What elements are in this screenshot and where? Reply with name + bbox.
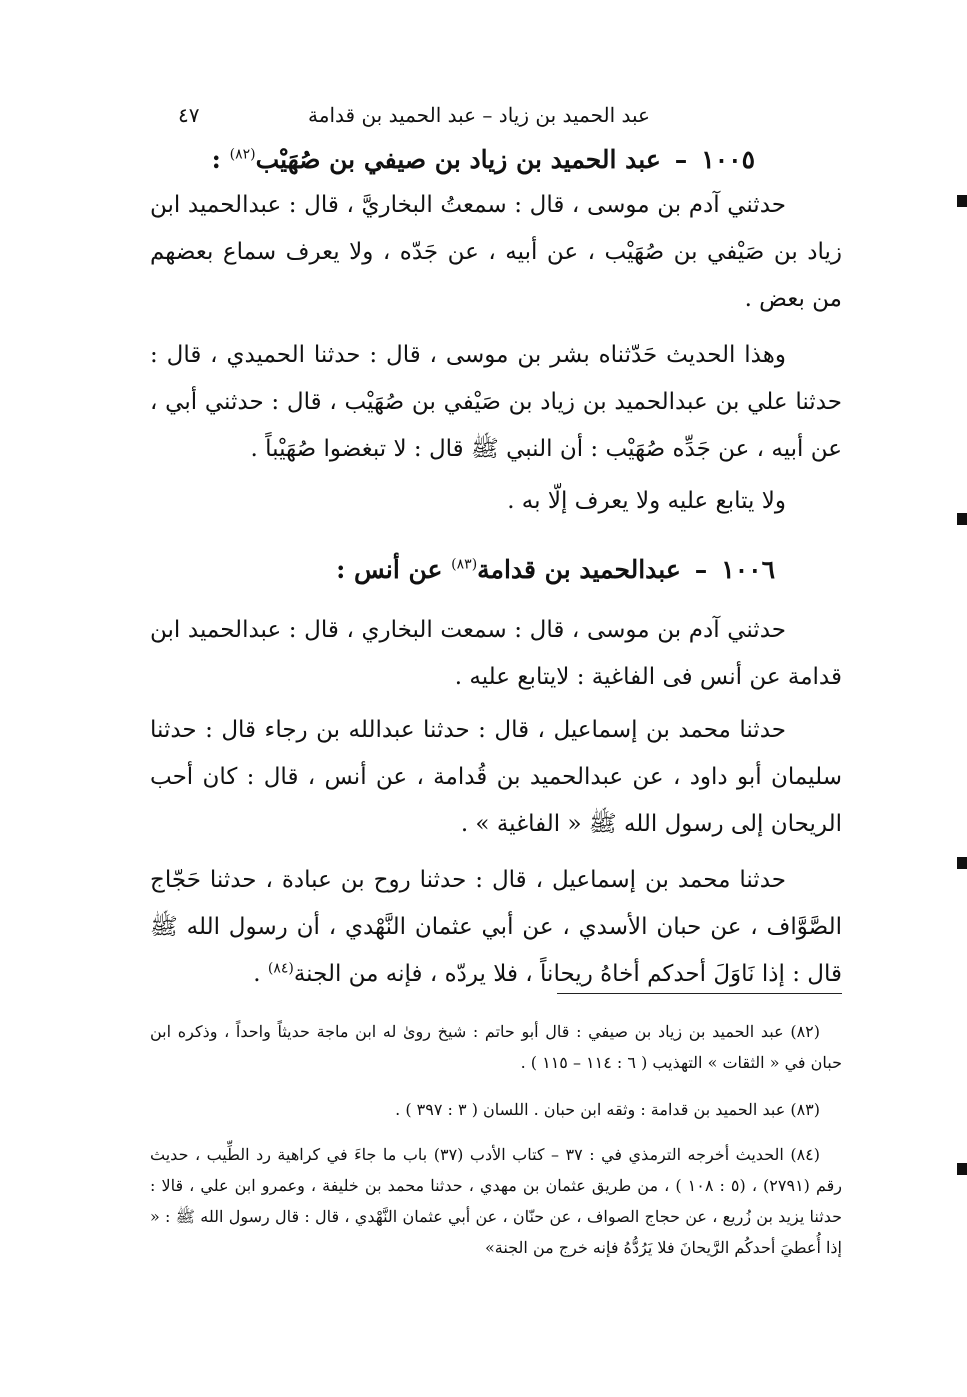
- scan-edge-mark: [957, 513, 967, 525]
- entry-name: عبدالحميد بن قدامة: [477, 555, 681, 584]
- entry-dash: –: [674, 145, 688, 174]
- scan-edge-mark: [957, 1163, 967, 1175]
- footnote-82: [150, 1016, 842, 1078]
- footnote-ref-82: (٨٢): [229, 146, 256, 163]
- entry-tail: عن أنس :: [336, 555, 443, 584]
- entry-dash: –: [694, 555, 708, 584]
- paragraph-6-end: .: [253, 961, 268, 987]
- paragraph-6: [150, 857, 842, 998]
- header-title: عبد الحميد بن زياد – عبد الحميد بن قدامة: [308, 103, 650, 127]
- entry-heading-1006: [336, 550, 775, 590]
- entry-name: عبد الحميد بن زياد بن صيفي بن صُهَيْب: [255, 145, 661, 174]
- entry-heading-1005: [212, 140, 755, 180]
- footnote-ref-84: (٨٤): [267, 960, 294, 977]
- paragraph-1: حدثني آدم بن موسى ، قال : سمعتُ البخاريَّ ، قال : عبدالحميد ابن زياد بن صَيْفي بن صُهَيْب ، عن أبيه ، عن جَدّه ، ولا يعرف سماع بعضهم من بعض .: [150, 192, 842, 312]
- paragraph-2: وهذا الحديث حَدّثناه بشر بن موسى ، قال : حدثنا الحميدي ، قال : حدثنا علي بن عبدالحميد بن زياد بن صَيْفي بن صُهَيْب ، قال : حدثني أبي ، عن أبيه ، عن جَدِّه صُهَيْب : أن النبي ﷺ قال : لا تبغضوا صُهَيْباً .: [150, 342, 842, 462]
- paragraph-5: حدثنا محمد بن إسماعيل ، قال : حدثنا عبدالله بن رجاء قال : حدثنا سليمان أبو داود ، عن عبدالحميد بن قُدامة ، عن أنس ، قال : كان أحب الريحان إلى رسول الله ﷺ « الفاغية » .: [150, 717, 842, 837]
- entry-body-1006-b: [150, 707, 842, 848]
- entry-body-1005-c: [150, 478, 842, 525]
- footnote-ref-83: (٨٣): [451, 556, 478, 573]
- running-header: [170, 98, 840, 132]
- footnote-83-text: (٨٣) عبد الحميد بن قدامة : وثقه ابن حبان . اللسان ( ٣ : ٣٩٧ ) .: [395, 1100, 820, 1119]
- paragraph-3: ولا يتابع عليه ولا يعرف إلّا به .: [507, 488, 786, 514]
- entry-number: ١٠٠٥: [701, 145, 755, 174]
- entry-body-1005-b: [150, 332, 842, 473]
- footnote-84-text: (٨٤) الحديث أخرجه الترمذي في : ٣٧ – كتاب الأدب (٣٧) باب ما جاءَ في كراهية رد الطِّيب ، حديث رقم (٢٧٩١) ، (٥ : ١٠٨ ) ، من طريق عثمان بن مهدي ، حدثنا محمد بن خليفة ، وعمرو ابن علي ، قالا : حدثنا يزيد بن زُريع ، عن حجاج الصواف ، عن حنّان ، عن أبي عثمان النَّهْدي ، قال : قال رسول الله ﷺ : « إذا أُعطيَ أحدكُم الرَّيحانَ فلا يَرُدُّهُ فإنه خرج من الجنة»: [150, 1145, 842, 1257]
- entry-body-1006: [150, 607, 842, 701]
- scan-edge-mark: [957, 857, 967, 869]
- footnote-84: [150, 1139, 842, 1263]
- entry-body-1006-c: [150, 857, 842, 998]
- entry-body-1005: [150, 182, 842, 323]
- paragraph-4: حدثني آدم بن موسى ، قال : سمعت البخاري ، قال : عبدالحميد ابن قدامة عن أنس فى الفاغية : لايتابع عليه .: [150, 617, 842, 690]
- entry-colon: :: [211, 145, 221, 174]
- scan-edge-mark: [957, 195, 967, 207]
- footnote-83: [150, 1094, 842, 1125]
- page-number: ٤٧: [178, 103, 200, 127]
- footnote-82-text: (٨٢) عبد الحميد بن زياد بن صيفي : قال أبو حاتم : شيخ روىٰ له ابن ماجة حديثاً واحداً ، وذكره ابن حبان في « الثقات » التهذيب ( ٦ : ١١٤ – ١١٥ ) .: [150, 1022, 842, 1072]
- paragraph-6-text: حدثنا محمد بن إسماعيل ، قال : حدثنا روح بن عبادة ، حدثنا حَجّاج الصَّوَّاف ، عن حبان الأسدي ، عن أبي عثمان النَّهْدي ، أن رسول الله ﷺ قال : إذا نَاوَلَ أحدكم أخاهُ ريحاناً ، فلا يردّه ، فإنه من الجنة: [150, 867, 842, 987]
- entry-number: ١٠٠٦: [721, 555, 775, 584]
- footnote-separator: [557, 993, 842, 994]
